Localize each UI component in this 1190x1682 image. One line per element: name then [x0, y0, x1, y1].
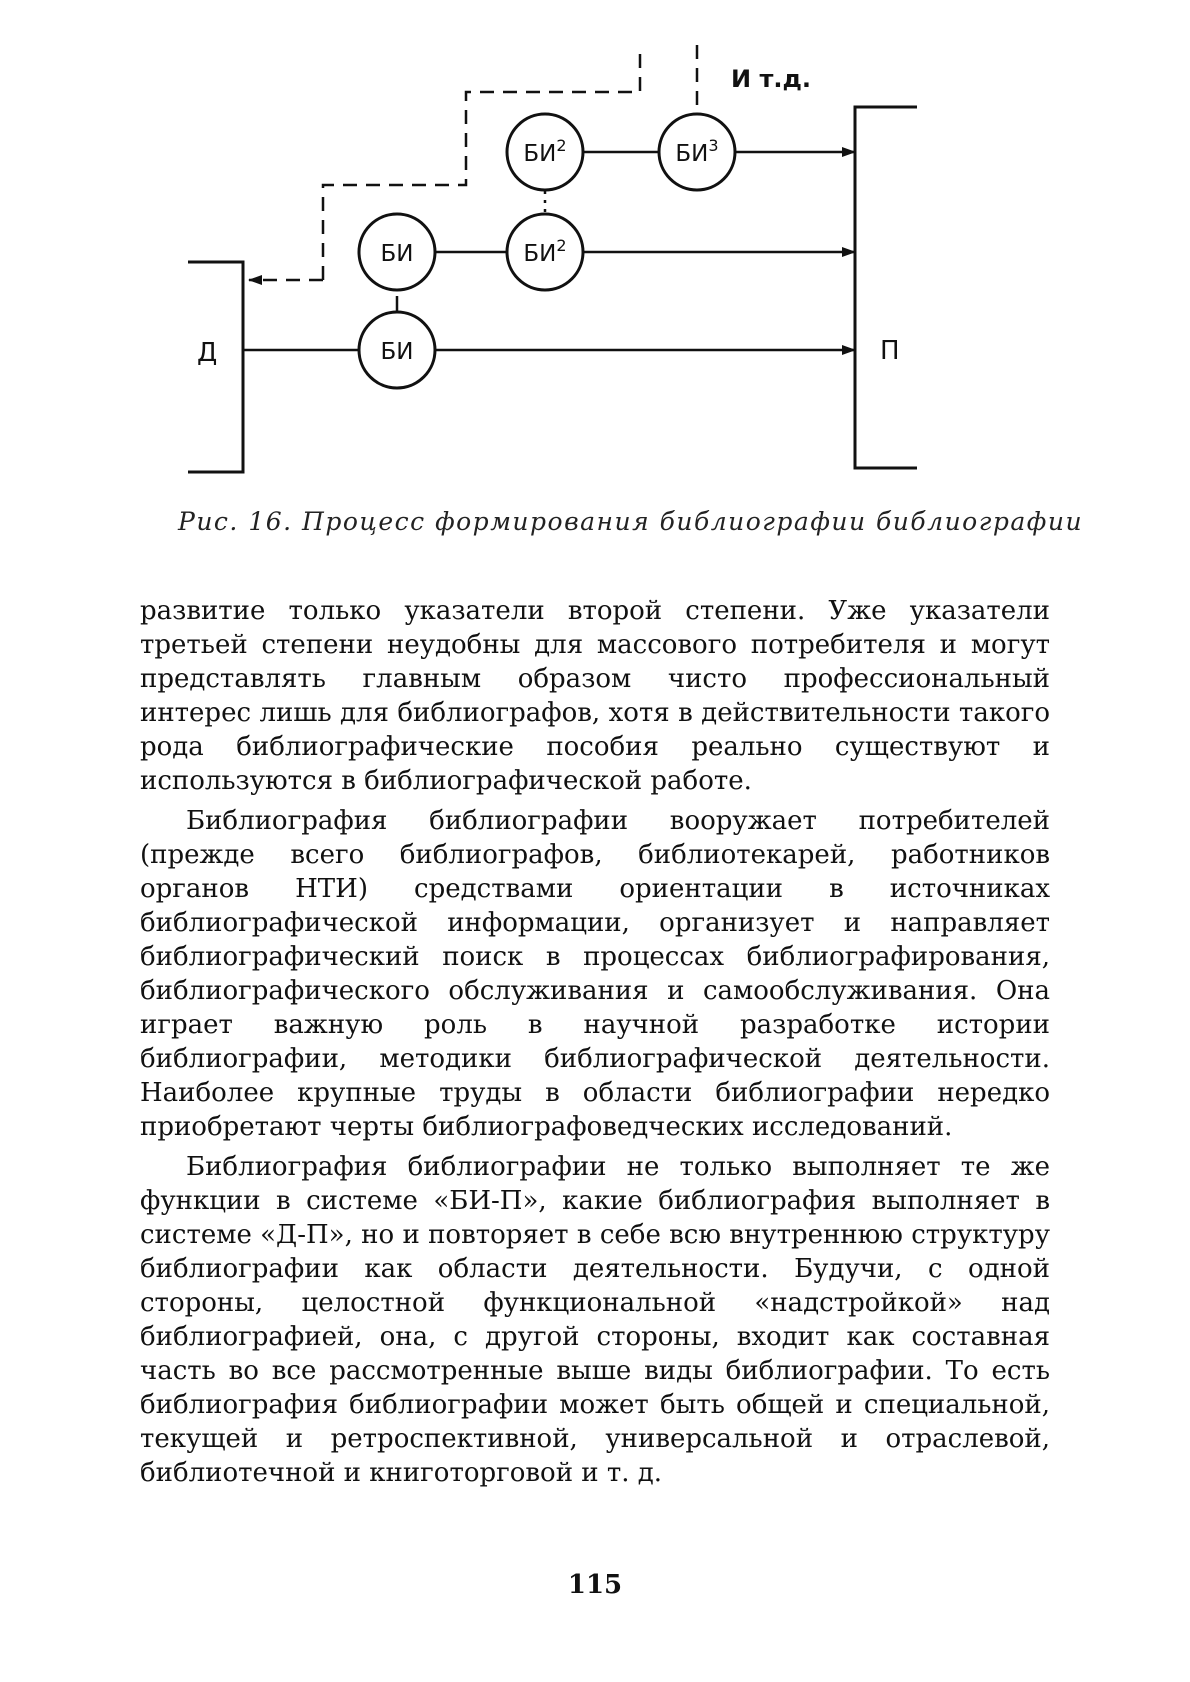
svg-text:БИ: БИ	[380, 241, 414, 267]
node-bi-2a	[507, 114, 583, 190]
svg-text:БИ3: $БИ^3$	[675, 136, 719, 167]
svg-text:БИ: БИ	[380, 339, 414, 365]
paragraph-continuation: развитие только указатели второй степени. Уже указатели третьей степени неудобны для массового потребителя и могут представлять главным образом чисто профессиональный интерес лишь для библиографов, хотя в действительности такого рода библиографические пособия реально существуют и используются в библиографической работе.	[140, 596, 1050, 796]
consumer-label: П	[880, 336, 900, 366]
node-bi-2b	[507, 214, 583, 290]
svg-text:БИ2: $БИ^2$	[523, 136, 567, 167]
figure-caption: Рис. 16. Процесс формирования библиографии библиографии	[178, 507, 1084, 536]
node-bi-1b	[359, 312, 435, 388]
diagram-figure	[0, 0, 1190, 500]
etc-label: И т.д.	[731, 65, 811, 93]
source-label: Д	[197, 338, 218, 368]
paragraph: Библиография библиографии не только выполняет те же функции в системе «БИ-П», какие библиография выполняет в системе «Д-П», но и повторяет в себе всю внутреннюю структуру библиографии как области деятельности. Будучи, с одной стороны, целостной функциональной «надстройкой» над библиографией, она, с другой стороны, входит как составная часть во все рассмотренные выше виды библиографии. То есть библиография библиографии может быть общей и специальной, текущей и ретроспективной, универсальной и отраслевой, библиотечной и книготорговой и т. д.	[140, 1152, 1050, 1488]
svg-text:БИ2: $БИ^2$	[523, 236, 567, 267]
paragraph: Библиография библиографии вооружает потребителей (прежде всего библиографов, библиотекарей, работников органов НТИ) средствами ориентации в источниках библиографической информации, организует и направляет библиографический поиск в процессах библиографирования, библиографического обслуживания и самообслуживания. Она играет важную роль в научной разработке истории библиографии, методики библиографической деятельности. Наиболее крупные труды в области библиографии нередко приобретают черты библиографоведческих исследований.	[140, 806, 1050, 1142]
body-text	[140, 594, 1050, 1496]
consumer-bracket	[855, 107, 917, 468]
node-bi-3	[659, 114, 735, 190]
node-bi-1a	[359, 214, 435, 290]
page-number: 115	[567, 1570, 623, 1600]
diagram-svg	[0, 0, 1190, 500]
